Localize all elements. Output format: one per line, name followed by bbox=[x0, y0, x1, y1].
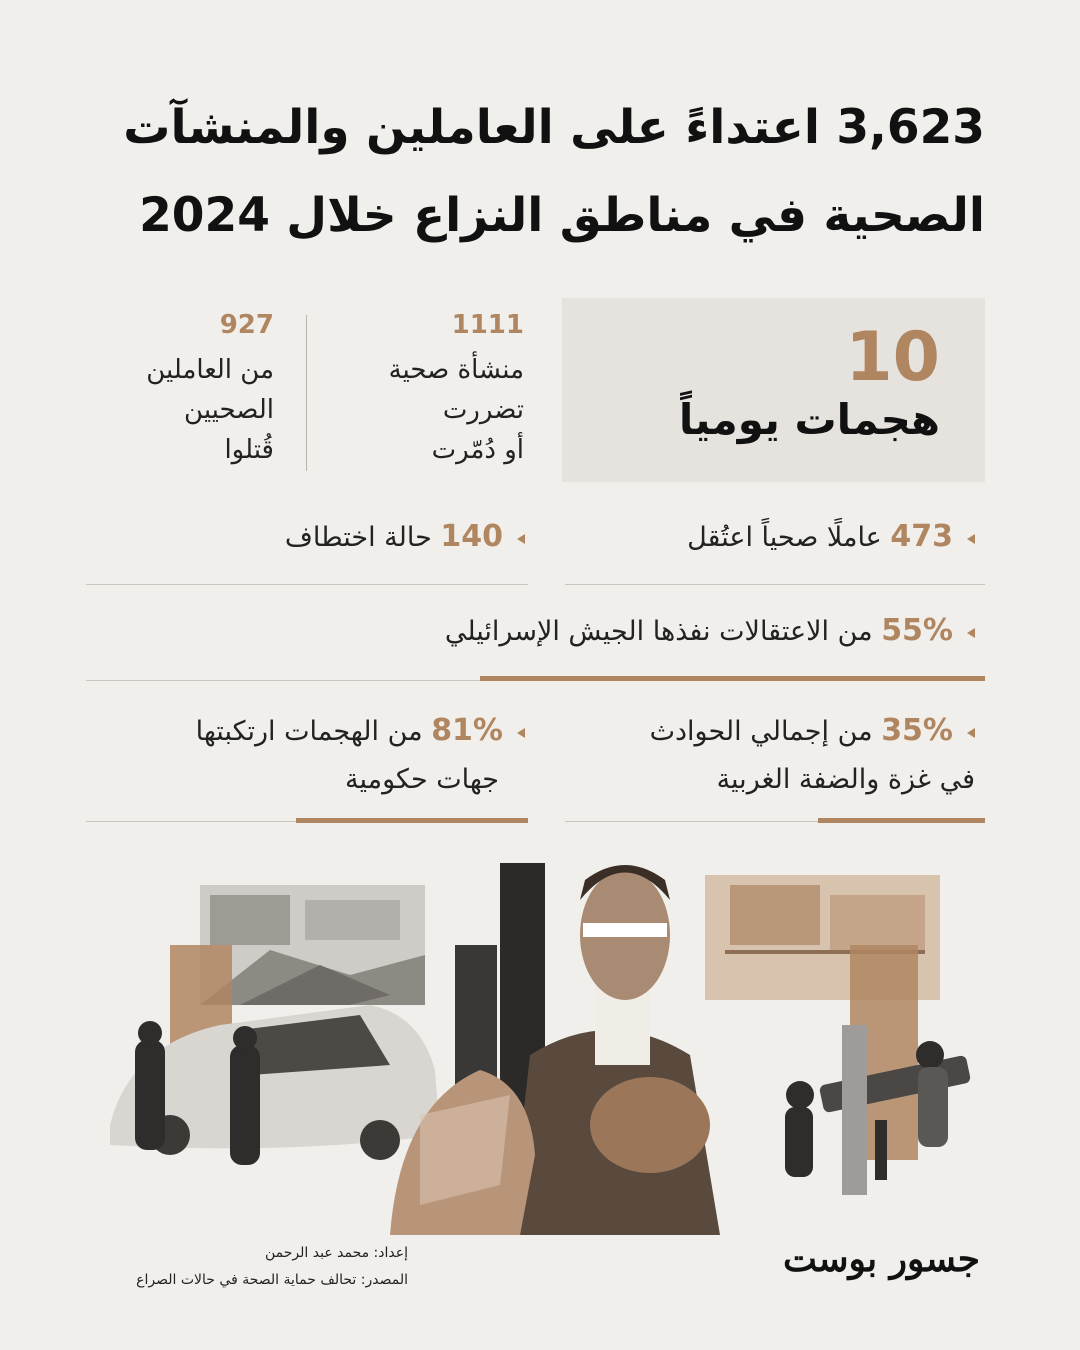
facilities-line-2: تضررت bbox=[442, 395, 524, 425]
stat-kidnapped-value: 140 bbox=[440, 519, 503, 554]
damaged-ambulance-image bbox=[110, 1005, 440, 1165]
workers-killed-value: 927 bbox=[219, 310, 274, 340]
accent-bar bbox=[296, 818, 528, 823]
stat-government-text-2: جهات حكومية bbox=[345, 764, 499, 795]
stat-government-value: 81% bbox=[431, 713, 503, 748]
divider-line bbox=[565, 584, 985, 585]
stat-government-text-1: من الهجمات ارتكبتها bbox=[195, 716, 423, 747]
facilities-line-3: أو دُمّرت bbox=[431, 435, 524, 465]
workers-killed-line-3: قُتلوا bbox=[224, 435, 274, 465]
destroyed-building-image bbox=[200, 885, 425, 1005]
accent-bar bbox=[480, 676, 985, 681]
facilities-value: 1111 bbox=[451, 310, 524, 340]
brand-logo: جسور بوست bbox=[782, 1238, 980, 1280]
divider-line bbox=[86, 680, 480, 681]
highlight-label: هجمات يومياً bbox=[678, 395, 940, 444]
credit-source: المصدر: تحالف حماية الصحة في حالات الصراع bbox=[136, 1272, 408, 1288]
stat-detained-value: 473 bbox=[890, 519, 953, 554]
stat-israeli-army-text: من الاعتقالات نفذها الجيش الإسرائيلي bbox=[444, 616, 873, 647]
accent-block bbox=[842, 1025, 867, 1195]
stat-israeli-army-value: 55% bbox=[881, 613, 953, 648]
photo-collage bbox=[90, 855, 990, 1235]
stat-detained-text: عاملًا صحياً اعتُقل bbox=[687, 522, 882, 553]
workers-killed-line-2: الصحيين bbox=[184, 395, 274, 425]
credit-prepared-by: إعداد: محمد عبد الرحمن bbox=[265, 1245, 408, 1261]
divider-line bbox=[86, 584, 528, 585]
divider-line bbox=[565, 821, 818, 822]
title-line-2: الصحية في مناطق النزاع خلال 2024 bbox=[139, 188, 985, 243]
column-divider bbox=[306, 315, 307, 471]
stat-kidnapped bbox=[285, 518, 525, 557]
divider-line bbox=[86, 821, 296, 822]
stat-gaza-westbank-text-2: في غزة والضفة الغربية bbox=[716, 764, 975, 795]
title-line-1: 3,623 اعتداءً على العاملين والمنشآت bbox=[123, 100, 985, 155]
bullet-triangle-icon bbox=[967, 628, 975, 638]
stat-detained bbox=[687, 518, 975, 557]
stat-israeli-army bbox=[445, 612, 975, 651]
stat-gaza-westbank-text-1: من إجمالي الحوادث bbox=[649, 716, 873, 747]
facilities-text bbox=[314, 350, 524, 470]
bullet-triangle-icon bbox=[517, 534, 525, 544]
bullet-triangle-icon bbox=[517, 728, 525, 738]
workers-killed-line-1: من العاملين bbox=[146, 355, 274, 385]
man-holding-helmet-image bbox=[390, 865, 720, 1235]
workers-killed-text bbox=[64, 350, 274, 470]
stat-gaza-westbank bbox=[650, 712, 975, 799]
facilities-line-1: منشأة صحية bbox=[388, 355, 524, 385]
stat-government bbox=[196, 712, 525, 799]
stat-gaza-westbank-value: 35% bbox=[881, 713, 953, 748]
highlight-value: 10 bbox=[845, 318, 940, 397]
accent-bar bbox=[818, 818, 985, 823]
stat-kidnapped-text: حالة اختطاف bbox=[284, 522, 432, 553]
bullet-triangle-icon bbox=[967, 728, 975, 738]
bullet-triangle-icon bbox=[967, 534, 975, 544]
